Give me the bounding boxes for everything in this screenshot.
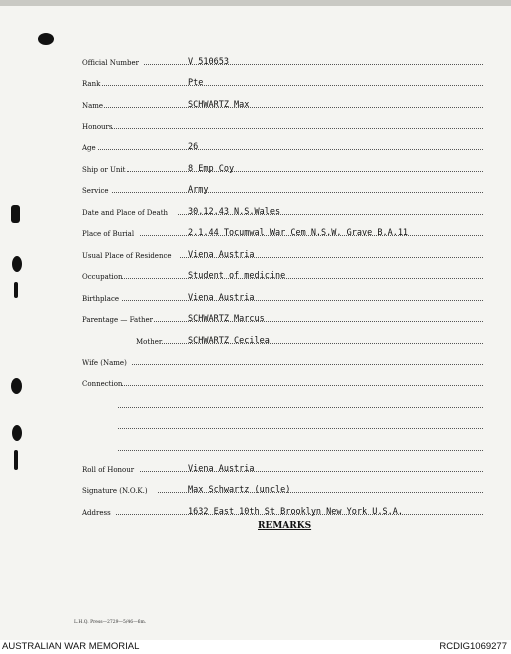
dotted-line: [122, 385, 483, 386]
dotted-line: [132, 364, 483, 365]
field-value: 2.1.44 Tocumwal War Cem N.S.W. Grave B.A.11: [188, 228, 409, 238]
field-label: Rank: [82, 80, 101, 88]
dotted-line: [112, 192, 483, 193]
dotted-line: [112, 128, 483, 129]
field-wife-name: [82, 355, 483, 367]
field-value: 1632 East 10th St Brooklyn New York U.S.A.: [188, 507, 403, 517]
field-value: Student of medicine: [188, 271, 286, 281]
field-official-number: [82, 55, 483, 67]
field-label: Mother: [136, 338, 163, 346]
connection-line-4: [118, 441, 483, 453]
field-roll-of-honour: [82, 462, 483, 474]
field-label: Honours: [82, 123, 113, 131]
field-value: SCHWARTZ Marcus: [188, 314, 265, 324]
field-label: Parentage — Father: [82, 316, 153, 324]
dotted-line: [122, 278, 483, 279]
remarks-heading: REMARKS: [258, 521, 312, 531]
connection-line-3: [118, 419, 483, 431]
dotted-line: [118, 407, 483, 408]
field-label: Date and Place of Death: [82, 209, 169, 217]
field-value: Army: [188, 185, 209, 195]
field-place-of-burial: [82, 226, 483, 238]
field-label: Usual Place of Residence: [82, 252, 172, 260]
field-usual-place-of-residence: [82, 248, 483, 260]
field-label: Name: [82, 102, 104, 110]
binder-mark-3: [14, 282, 18, 298]
dotted-line: [104, 107, 483, 108]
dotted-line: [127, 171, 483, 172]
binder-mark-5: [12, 425, 22, 441]
binder-mark-1: [11, 205, 20, 223]
field-value: SCHWARTZ Cecilea: [188, 336, 270, 346]
field-label: Signature (N.O.K.): [82, 487, 148, 495]
field-label: Official Number: [82, 59, 139, 67]
field-label: Wife (Name): [82, 359, 127, 367]
field-value: 26: [188, 142, 199, 152]
dotted-line: [98, 149, 483, 150]
punch-hole-top: [38, 33, 54, 45]
field-honours: [82, 119, 483, 131]
field-address: [82, 505, 483, 517]
dotted-line: [102, 85, 483, 86]
field-ship-or-unit: [82, 162, 483, 174]
field-connection: [82, 376, 483, 388]
field-name: [82, 98, 483, 110]
field-value: SCHWARTZ Max: [188, 100, 250, 110]
field-value: Viena Austria: [188, 464, 255, 474]
field-service: [82, 183, 483, 195]
scan-top-band: [0, 0, 511, 6]
field-date-place-of-death: [82, 205, 483, 217]
field-value: Pte: [188, 78, 204, 88]
dotted-line: [118, 428, 483, 429]
field-value: 30.12.43 N.S.Wales: [188, 207, 281, 217]
binder-mark-6: [14, 450, 18, 470]
dotted-line: [122, 300, 483, 301]
connection-line-2: [118, 398, 483, 410]
form-number: L.H.Q. Press—2729—5/46—6m.: [74, 620, 147, 625]
field-label: Address: [82, 509, 111, 517]
field-label: Birthplace: [82, 295, 120, 303]
field-label: Roll of Honour: [82, 466, 135, 474]
field-label: Service: [82, 187, 109, 195]
field-parentage-father: [82, 312, 483, 324]
field-label: Occupation: [82, 273, 123, 281]
field-label: Age: [82, 144, 96, 152]
field-value: Max Schwartz (uncle): [188, 485, 291, 495]
field-label: Connection: [82, 380, 123, 388]
field-occupation: [82, 269, 483, 281]
footer-institution: AUSTRALIAN WAR MEMORIAL: [2, 641, 140, 652]
field-signature-nok: [82, 483, 483, 495]
field-label: Ship or Unit: [82, 166, 126, 174]
dotted-line: [118, 450, 483, 451]
footer-record-id: RCDIG1069277: [439, 641, 507, 652]
field-value: V 510653: [188, 57, 229, 67]
field-value: 8 Emp Coy: [188, 164, 235, 174]
field-mother: [82, 334, 483, 346]
field-age: [82, 140, 483, 152]
field-rank: [82, 76, 483, 88]
binder-mark-4: [11, 378, 22, 394]
binder-mark-2: [12, 256, 22, 272]
field-label: Place of Burial: [82, 230, 135, 238]
field-birthplace: [82, 291, 483, 303]
field-value: Viena Austria: [188, 250, 255, 260]
field-value: Viena Austria: [188, 293, 255, 303]
